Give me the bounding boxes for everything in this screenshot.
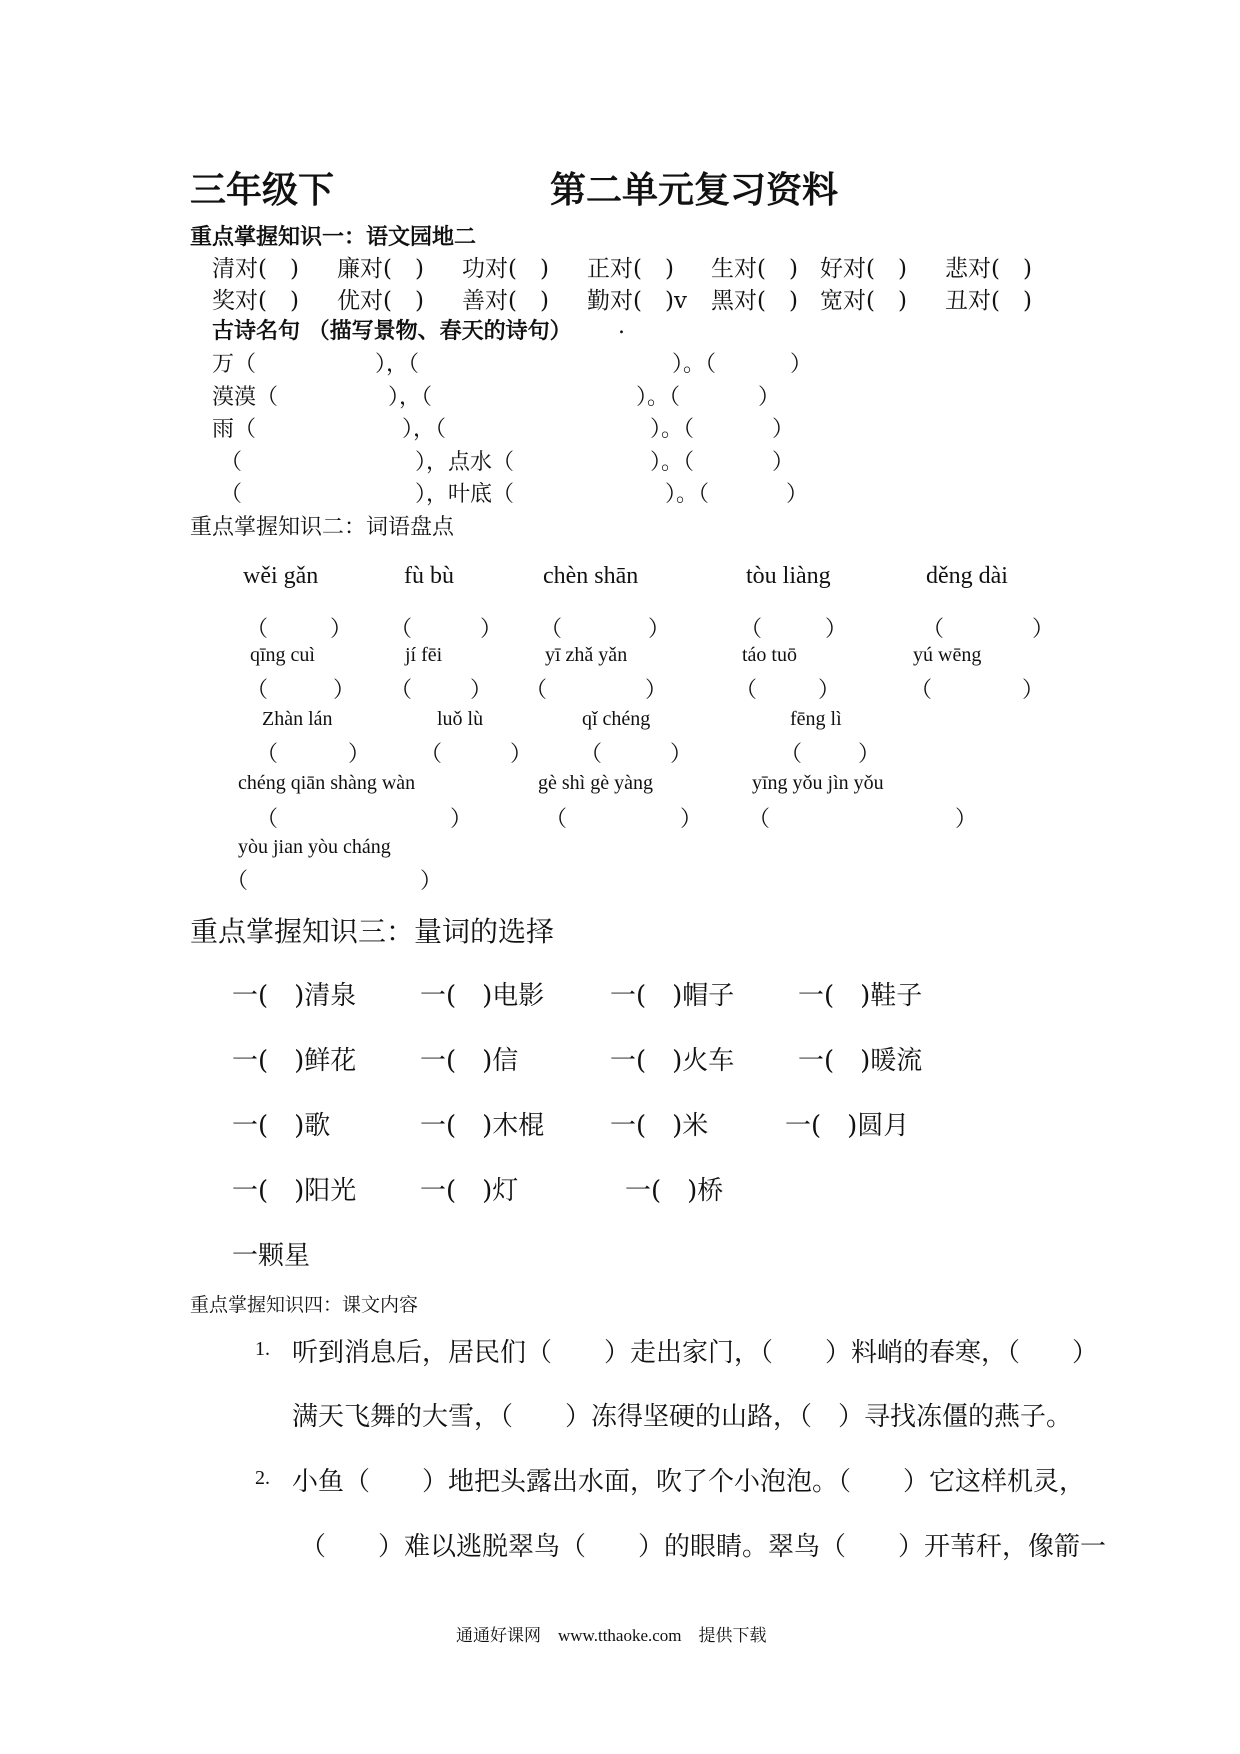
blank-close: ） [645,678,668,703]
pair-item: 清对( ) [212,256,299,282]
poem-line: ）。（ [650,417,695,442]
pinyin: wěi gǎn [243,563,319,589]
blank-open: （ [226,869,249,894]
section3-heading: 重点掌握知识三：量词的选择 [190,915,555,948]
pinyin: yī zhǎ yǎn [545,644,628,666]
blank-close: ） [330,617,353,642]
pinyin: jí fēi [405,644,443,666]
pair-item: 好对( ) [820,256,907,282]
pair-item: 生对( ) [711,256,798,282]
poem-heading-suffix: . [618,314,625,339]
blank-open: （ [525,678,548,703]
pinyin: fù bù [404,563,454,589]
section4-heading: 重点掌握知识四：课文内容 [190,1294,419,1316]
text-line: 小鱼（ ）地把头露出水面，吹了个小泡泡。（ ）它这样机灵， [292,1467,1086,1497]
blank-close: ） [648,617,671,642]
measure-word-item: 一( )信 [420,1046,519,1076]
poem-line: ） [772,450,795,475]
measure-word-item: 一( )清泉 [232,981,357,1011]
blank-close: ） [1032,617,1055,642]
item-number: 1. [255,1338,270,1360]
blank-open: （ [910,678,933,703]
pinyin: děng dài [926,563,1008,589]
poem-line: ）。（ [650,450,695,475]
blank-close: ） [680,807,703,832]
title-grade: 三年级下 [190,169,335,211]
poem-line: ） [786,482,809,507]
blank-close: ） [470,678,493,703]
pinyin: táo tuō [742,644,797,666]
blank-open: （ [735,678,758,703]
blank-open: （ [545,807,568,832]
poem-line: ），（ [388,385,433,410]
blank-close: ） [818,678,841,703]
measure-word-item: 一( )米 [610,1111,709,1141]
poem-line: ） [758,385,781,410]
text-line: 听到消息后，居民们（ ）走出家门，（ ）料峭的春寒，（ ） [292,1338,1099,1368]
poem-line: （ [220,450,243,475]
section1-heading: 重点掌握知识一：语文园地二 [190,224,477,250]
measure-word-item: 一( )火车 [610,1046,735,1076]
pair-item: 优对( ) [337,288,424,314]
footer-credit: 通通好课网 www.tthaoke.com 提供下载 [456,1626,767,1645]
poem-line: ），（ [375,352,420,377]
pair-item: 正对( ) [587,256,674,282]
poem-line: ）。（ [636,385,681,410]
blank-open: （ [420,742,443,767]
pair-item: 廉对( ) [337,256,424,282]
blank-open: （ [256,807,279,832]
pinyin: fēng lì [790,708,842,730]
pair-item: 悲对( ) [945,256,1032,282]
section2-heading: 重点掌握知识二：词语盘点 [190,515,455,540]
measure-word-item: 一( )歌 [232,1111,331,1141]
pair-item: 勤对( )v [587,288,687,314]
poem-line: ） [790,352,813,377]
poem-line: ）。（ [672,352,717,377]
measure-word-item: 一( )鞋子 [798,981,923,1011]
pair-item: 宽对( ) [820,288,907,314]
pair-item: 黑对( ) [711,288,798,314]
blank-open: （ [390,678,413,703]
poem-line: 漠漠（ [212,385,279,410]
poem-line: （ [220,482,243,507]
measure-word-item: 一( )帽子 [610,981,735,1011]
text-line: （ ）难以逃脱翠鸟（ ）的眼睛。翠鸟（ ）开苇秆，像箭一 [300,1532,1107,1562]
pinyin: qīng cuì [250,644,315,666]
pinyin: tòu liàng [746,563,831,589]
blank-close: ） [955,807,978,832]
measure-word-item: 一( )灯 [420,1176,519,1206]
blank-close: ） [670,742,693,767]
item-number: 2. [255,1467,270,1489]
blank-open: （ [922,617,945,642]
blank-open: （ [390,617,413,642]
blank-open: （ [740,617,763,642]
pair-item: 丑对( ) [945,288,1032,314]
blank-close: ） [333,678,356,703]
blank-open: （ [540,617,563,642]
pinyin: qǐ chéng [582,708,651,730]
pinyin: gè shì gè yàng [538,772,653,794]
measure-word-item: 一( )阳光 [232,1176,357,1206]
pair-item: 奖对( ) [212,288,299,314]
pinyin: chèn shān [543,563,639,589]
pinyin: yòu jian yòu cháng [238,836,391,858]
blank-close: ） [450,807,473,832]
blank-close: ） [510,742,533,767]
measure-word-item: 一( )木棍 [420,1111,545,1141]
blank-close: ） [1022,678,1045,703]
poem-line: ） [772,417,795,442]
measure-word-item: 一( )电影 [420,981,545,1011]
blank-close: ） [420,869,443,894]
poem-heading: 古诗名句 （描写景物、春天的诗句） [212,318,572,344]
pair-item: 功对( ) [462,256,549,282]
measure-word-example: 一颗星 [232,1241,311,1271]
pinyin: luǒ lù [437,708,484,730]
pinyin: yú wēng [913,644,982,666]
blank-close: ） [480,617,503,642]
pair-item: 善对( ) [462,288,549,314]
blank-open: （ [246,678,269,703]
poem-line: ），叶底（ [415,482,515,507]
blank-close: ） [348,742,371,767]
poem-line: ），点水（ [415,450,515,475]
measure-word-item: 一( )暖流 [798,1046,923,1076]
poem-line: 雨（ [212,417,257,442]
poem-line: ）。（ [665,482,710,507]
blank-close: ） [858,742,881,767]
measure-word-item: 一( )桥 [625,1176,724,1206]
blank-close: ） [825,617,848,642]
measure-word-item: 一( )圆月 [785,1111,910,1141]
measure-word-item: 一( )鲜花 [232,1046,357,1076]
pinyin: chéng qiān shàng wàn [238,772,416,794]
poem-line: 万（ [212,352,257,377]
blank-open: （ [246,617,269,642]
title-unit: 第二单元复习资料 [550,169,839,211]
pinyin: Zhàn lán [262,708,333,730]
pinyin: yīng yǒu jìn yǒu [752,772,884,794]
blank-open: （ [256,742,279,767]
poem-line: ），（ [402,417,447,442]
blank-open: （ [748,807,771,832]
text-line: 满天飞舞的大雪，（ ）冻得坚硬的山路，（ ）寻找冻僵的燕子。 [292,1402,1073,1432]
blank-open: （ [580,742,603,767]
blank-open: （ [780,742,803,767]
